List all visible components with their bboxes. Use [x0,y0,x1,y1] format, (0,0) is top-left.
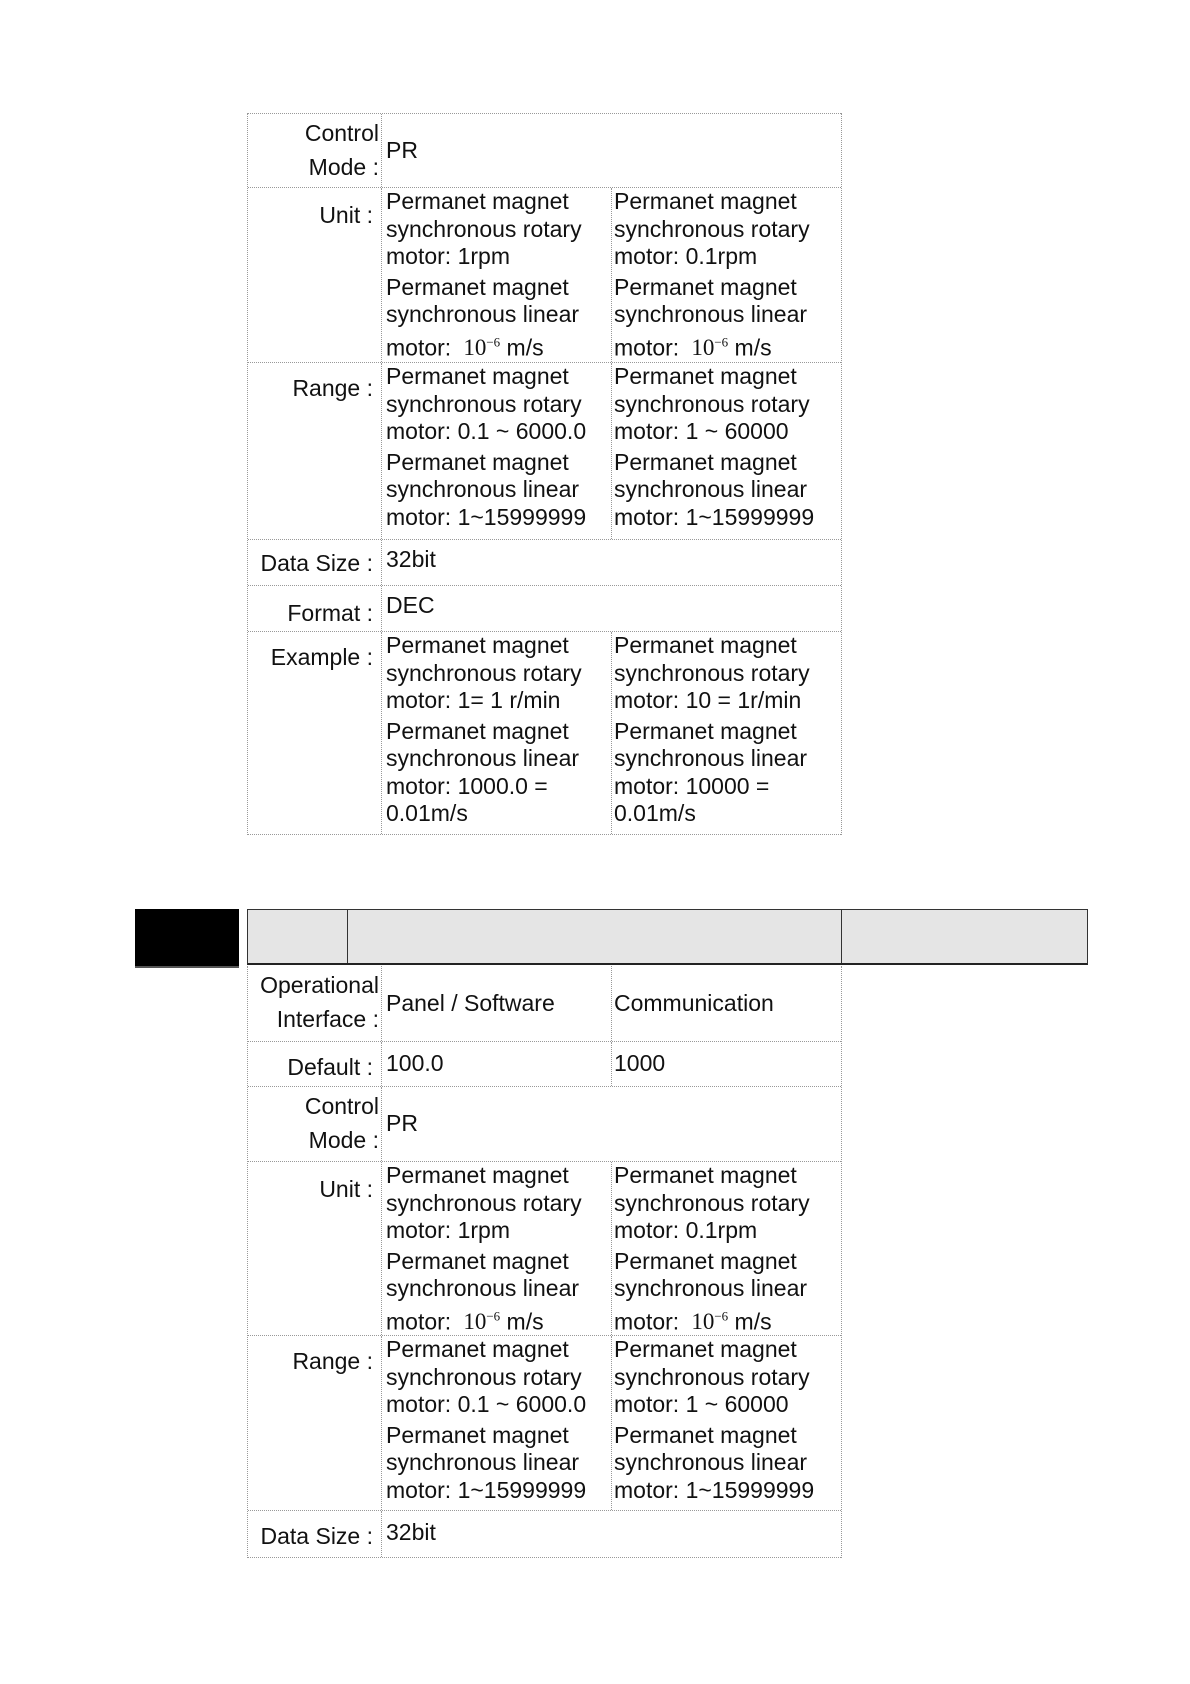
text-line [386,216,582,244]
operational-interface-label [248,966,382,1041]
line-text: synchronous rotary [614,659,810,686]
unit-row [248,187,841,362]
unit-suffix: m/s [500,1308,544,1335]
text-line [386,391,586,419]
range-col1 [386,1336,586,1504]
line-text: motor: [386,1308,458,1335]
parameter-table-1 [247,113,842,835]
text-block [386,274,582,362]
text-line [386,188,582,216]
text-line [614,718,810,746]
text-block [614,188,810,271]
line-text: motor: 1~15999999 [386,1476,587,1503]
range-col1 [386,363,586,531]
line-text: synchronous linear [386,1275,580,1301]
text-line [614,687,810,715]
text-block [614,1336,814,1419]
text-line [614,1449,814,1477]
unit-suffix: m/s [728,1308,772,1335]
line-text: synchronous rotary [614,1363,810,1390]
text-line [386,687,582,715]
text-line [386,329,582,362]
default-label: Default : [248,1042,382,1086]
linear-unit [686,335,729,360]
text-line [386,1303,582,1336]
text-line [386,632,582,660]
text-block [614,1422,814,1505]
text-block [386,632,582,715]
text-line [386,660,582,688]
example-col2 [614,632,810,828]
line-text: synchronous linear [614,1275,808,1301]
unit-exponent: −6 [714,334,729,350]
column-divider [611,632,612,834]
line-text: Permanet magnet [386,448,569,475]
control-mode-value: PR [386,137,418,163]
text-block [386,449,586,532]
line-text: motor: 1~15999999 [386,503,587,530]
unit-suffix: m/s [728,334,772,361]
format-value: DEC [386,592,435,618]
line-text: motor: 0.1 ~ 6000.0 [386,418,587,444]
line-text: motor: 0.1 ~ 6000.0 [386,1391,587,1417]
text-line [614,188,810,216]
text-line [386,243,582,271]
line-text: Permanet magnet [614,448,797,475]
text-line [386,1422,586,1450]
line-text: Permanet magnet [386,188,569,214]
line-text: Permanet magnet [386,1162,569,1188]
line-text: motor: 1 ~ 60000 [614,418,789,444]
line-text: Permanet magnet [614,363,797,389]
text-block [386,1248,582,1336]
line-text: motor: 10000 = [614,772,770,799]
label-line: Mode : [308,154,379,180]
text-line [614,391,814,419]
line-text: motor: [386,334,458,361]
line-text: Permanet magnet [614,1336,797,1362]
text-line [614,243,810,271]
line-text: synchronous rotary [386,215,582,242]
line-text: motor: [614,334,686,361]
control-mode-row [248,1086,841,1161]
text-line [614,1477,814,1505]
line-text: 0.01m/s [386,800,468,826]
text-line [614,1275,810,1303]
data-size-label: Data Size : [248,540,382,585]
header-divider [347,910,348,963]
unit-col2 [614,188,810,362]
unit-exponent: −6 [486,1308,501,1324]
text-line [614,800,810,828]
text-line [614,363,814,391]
text-line [386,1336,586,1364]
communication-header: Communication [614,990,774,1016]
control-mode-row [248,113,841,187]
text-line [614,1162,810,1190]
line-text: Permanet magnet [386,717,569,744]
text-block [614,632,810,715]
parameter-header-bar [247,909,1088,965]
line-text: motor: 1~15999999 [614,1476,815,1503]
control-mode-label [248,1087,382,1161]
text-line [386,1391,586,1419]
column-divider [611,363,612,539]
text-block [614,1162,810,1245]
unit-label: Unit : [248,188,382,362]
example-col1 [386,632,582,828]
text-line [386,745,582,773]
text-line [386,1248,582,1276]
text-line [614,476,814,504]
text-line [386,1364,586,1392]
line-text: synchronous rotary [386,659,582,686]
text-line [614,449,814,477]
line-text: motor: 0.1rpm [614,1217,758,1243]
range-col2 [614,363,814,531]
control-mode-value: PR [386,1110,418,1136]
text-line [614,504,814,532]
text-block [614,363,814,446]
format-row [248,585,841,631]
line-text: synchronous rotary [386,1363,582,1390]
unit-col2 [614,1162,810,1336]
line-text: motor: 1rpm [386,1217,510,1243]
header-divider [841,910,842,963]
text-line [386,301,582,329]
data-size-label: Data Size : [248,1511,382,1557]
data-size-row [248,539,841,585]
text-line [386,274,582,302]
label-line: Mode : [308,1127,379,1153]
linear-unit [458,335,501,360]
text-block [386,718,582,828]
data-size-value: 32bit [386,1519,436,1545]
label-line: Interface : [276,1006,379,1032]
unit-exponent: −6 [486,334,501,350]
text-line [386,418,586,446]
text-line [614,660,810,688]
line-text: Permanet magnet [614,188,797,214]
line-text: Permanet magnet [386,363,569,389]
text-line [386,363,586,391]
text-line [614,773,810,801]
line-text: motor: 1000.0 = [386,772,548,799]
column-divider [611,1162,612,1335]
line-text: Permanet magnet [386,1336,569,1362]
line-text: synchronous rotary [386,390,582,417]
unit-suffix: m/s [500,334,544,361]
text-line [386,718,582,746]
line-text: synchronous linear [614,476,808,502]
line-text: synchronous linear [386,301,580,327]
column-divider [611,1336,612,1510]
line-text: 0.01m/s [614,800,696,826]
range-label: Range : [248,1336,382,1510]
text-line [386,1190,582,1218]
text-block [614,449,814,532]
line-text: synchronous linear [614,301,808,327]
unit-label: Unit : [248,1162,382,1335]
format-label: Format : [248,586,382,631]
text-block [386,1422,586,1505]
text-line [614,301,810,329]
text-block [386,188,582,271]
text-line [386,504,586,532]
default-row [248,1041,841,1086]
text-line [614,1303,810,1336]
line-text: Permanet magnet [386,1421,569,1448]
text-block [386,1162,582,1245]
text-block [386,1336,586,1419]
unit-base: 10 [691,1309,715,1335]
text-block [386,363,586,446]
linear-unit [686,1309,729,1334]
range-row [248,1335,841,1510]
line-text: motor: 1= 1 r/min [386,687,561,713]
range-row [248,362,841,539]
line-text: synchronous linear [614,1449,808,1475]
text-line [386,476,586,504]
parameter-table-2 [247,966,842,1558]
example-label: Example : [248,632,382,834]
line-text: Permanet magnet [614,1247,797,1274]
line-text: Permanet magnet [386,1247,569,1274]
text-line [386,800,582,828]
data-size-value: 32bit [386,546,436,572]
line-text: synchronous linear [386,476,580,502]
text-line [614,745,810,773]
text-block [614,1248,810,1336]
line-text: synchronous rotary [614,1189,810,1216]
text-line [386,1477,586,1505]
text-line [614,1190,810,1218]
line-text: motor: 1 ~ 60000 [614,1391,789,1417]
range-col2 [614,1336,814,1504]
line-text: synchronous linear [614,745,808,771]
text-line [614,1217,810,1245]
text-line [614,418,814,446]
line-text: synchronous rotary [386,1189,582,1216]
operational-interface-row [248,966,841,1041]
text-block [614,274,810,362]
text-line [614,632,810,660]
line-text: synchronous rotary [614,215,810,242]
line-text: motor: 1~15999999 [614,503,815,530]
text-line [386,1162,582,1190]
line-text: synchronous linear [386,745,580,771]
line-text: Permanet magnet [614,632,797,658]
text-line [386,449,586,477]
text-line [614,274,810,302]
line-text: motor: 10 = 1r/min [614,687,802,713]
text-line [386,773,582,801]
unit-base: 10 [463,335,487,361]
section-marker-block [135,909,239,968]
label-line: Control [304,120,379,146]
linear-unit [458,1309,501,1334]
range-label: Range : [248,363,382,539]
default-communication-value: 1000 [614,1050,666,1076]
line-text: motor: 0.1rpm [614,243,758,269]
text-block [614,718,810,828]
text-line [614,1422,814,1450]
data-size-row [248,1510,841,1558]
text-line [386,1449,586,1477]
line-text: synchronous linear [386,1449,580,1475]
text-line [614,1248,810,1276]
text-line [614,216,810,244]
line-text: synchronous rotary [614,390,810,417]
unit-col1 [386,1162,582,1336]
unit-exponent: −6 [714,1308,729,1324]
line-text: Permanet magnet [614,717,797,744]
line-text: Permanet magnet [386,632,569,658]
text-line [614,1336,814,1364]
default-panel-value: 100.0 [386,1050,444,1076]
text-line [386,1275,582,1303]
line-text: Permanet magnet [614,1421,797,1448]
label-line: Operational [260,972,379,998]
text-line [614,1364,814,1392]
column-divider [611,188,612,362]
label-line: Control [304,1093,379,1119]
control-mode-label [248,114,382,187]
line-text: motor: [614,1308,686,1335]
column-divider [611,1042,612,1086]
line-text: Permanet magnet [614,1162,797,1188]
unit-col1 [386,188,582,362]
unit-base: 10 [463,1309,487,1335]
text-line [614,329,810,362]
line-text: Permanet magnet [614,273,797,300]
line-text: Permanet magnet [386,273,569,300]
unit-base: 10 [691,335,715,361]
text-line [386,1217,582,1245]
panel-software-header: Panel / Software [386,990,555,1016]
unit-row [248,1161,841,1335]
line-text: motor: 1rpm [386,243,510,269]
text-line [614,1391,814,1419]
example-row [248,631,841,835]
column-divider [611,966,612,1041]
